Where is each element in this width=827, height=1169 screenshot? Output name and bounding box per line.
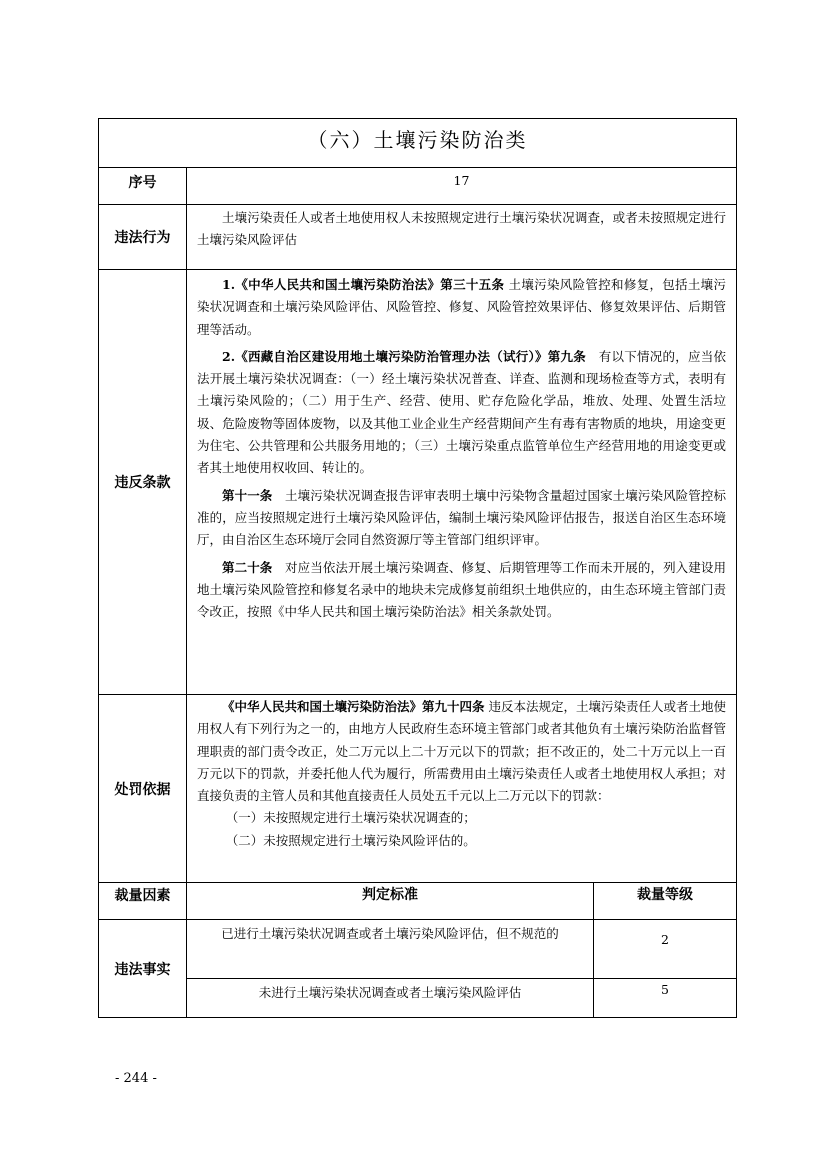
violated-clauses-row	[99, 270, 736, 695]
discretion-header-factor: 裁量因素	[99, 883, 187, 919]
level-cell: 5	[661, 982, 669, 997]
penalty-heading: 《中华人民共和国土壤污染防治法》第九十四条	[222, 699, 485, 714]
discretion-body	[99, 920, 736, 1017]
penalty-paragraph	[197, 696, 726, 807]
clause-body: 对应当依法开展土壤污染调查、修复、后期管理等工作而未开展的，列入建设用地土壤污染风险管控和修复名录中的地块未完成修复前组织土地供应的，由生态环境主管部门责令改正，按照《中华人民共和国土壤污染防治法》相关条款处罚。	[197, 559, 726, 620]
violated-clauses-cell	[187, 270, 736, 694]
page-number: - 244 -	[115, 1071, 157, 1086]
level-cell: 2	[661, 932, 669, 947]
clause-paragraph	[197, 557, 726, 624]
clause-body: 土壤污染状况调查报告评审表明土壤中污染物含量超过国家土壤污染风险管控标准的，应当按照规定进行土壤污染风险评估，编制土壤污染风险评估报告，报送自治区生态环境厅，由自治区生态环境厅会同自然资源厅等主管部门组织评审。	[197, 487, 726, 548]
serial-row	[99, 168, 736, 205]
clause-body: 土壤污染风险管控和修复，包括土壤污染状况调查和土壤污染风险评估、风险管控、修复、风险管控效果评估、修复效果评估、后期管理等活动。	[197, 277, 726, 337]
serial-value: 17	[453, 173, 470, 188]
discretion-factor: 违法事实	[99, 920, 187, 1017]
illegal-act-text: 土壤污染责任人或者土地使用权人未按照规定进行土壤污染状况调查，或者未按照规定进行土壤污染风险评估	[197, 210, 726, 248]
penalty-body: 违反本法规定，土壤污染责任人或者土地使用权人有下列行为之一的，由地方人民政府生态环境主管部门或者其他负有土壤污染防治监督管理职责的部门责令改正，处二万元以上二十万元以下的罚款；拒不改正的，处二十万元以上一百万元以下的罚款，并委托他人代为履行，所需费用由土壤污染责任人或者土地使用权人承担；对直接负责的主管人员和其他直接责任人员处五千元以上二万元以下的罚款：	[197, 699, 726, 804]
penalty-item: （一）未按照规定进行土壤污染状况调查的；	[225, 810, 476, 826]
clause-paragraph	[197, 346, 726, 480]
criterion-cell: 已进行土壤污染状况调查或者土壤污染风险评估，但不规范的	[187, 920, 594, 978]
clause-body: 有以下情况的，应当依法开展土壤污染状况调查：（一）经土壤污染状况普查、详查、监测和现场检查等方式，表明有土壤污染风险的；（二）用于生产、经营、使用、贮存危险化学品，堆放、处理、处置生活垃圾、危险废物等固体废物，以及其他工业企业生产经营期间产生有毒有害物质的地块，用途变更为住宅、公共管理和公共服务用地的；（三）土壤污染重点监管单位生产经营用地的用途变更或者其土地使用权收回、转让的。	[197, 348, 726, 476]
discretion-entry	[187, 920, 736, 979]
serial-label: 序号	[99, 168, 187, 204]
illegal-act-row	[99, 205, 736, 270]
penalty-basis-label: 处罚依据	[99, 695, 187, 882]
clause-heading: 2.《西藏自治区建设用地土壤污染防治管理办法（试行）》第九条	[222, 348, 586, 364]
clause-heading: 第十一条	[222, 487, 273, 503]
discretion-header-level: 裁量等级	[637, 887, 693, 903]
discretion-header-row	[99, 883, 736, 920]
clause-heading: 第二十条	[222, 559, 273, 575]
clause-paragraph	[197, 485, 726, 552]
criterion-cell: 未进行土壤污染状况调查或者土壤污染风险评估	[187, 979, 594, 1017]
penalty-basis-cell	[187, 695, 736, 882]
discretion-header-criterion: 判定标准	[187, 883, 594, 919]
penalty-item: （二）未按照规定进行土壤污染风险评估的。	[225, 832, 476, 848]
penalty-basis-row	[99, 695, 736, 883]
illegal-act-cell	[187, 205, 736, 269]
section-title: （六）土壤污染防治类	[307, 128, 528, 152]
clause-heading: 1.《中华人民共和国土壤污染防治法》第三十五条	[222, 277, 505, 292]
title-row	[99, 119, 736, 168]
illegal-act-label: 违法行为	[99, 205, 187, 269]
enforcement-table	[98, 118, 737, 1018]
clause-paragraph	[197, 274, 726, 341]
violated-clauses-label: 违反条款	[99, 270, 187, 694]
discretion-entry	[187, 979, 736, 1017]
